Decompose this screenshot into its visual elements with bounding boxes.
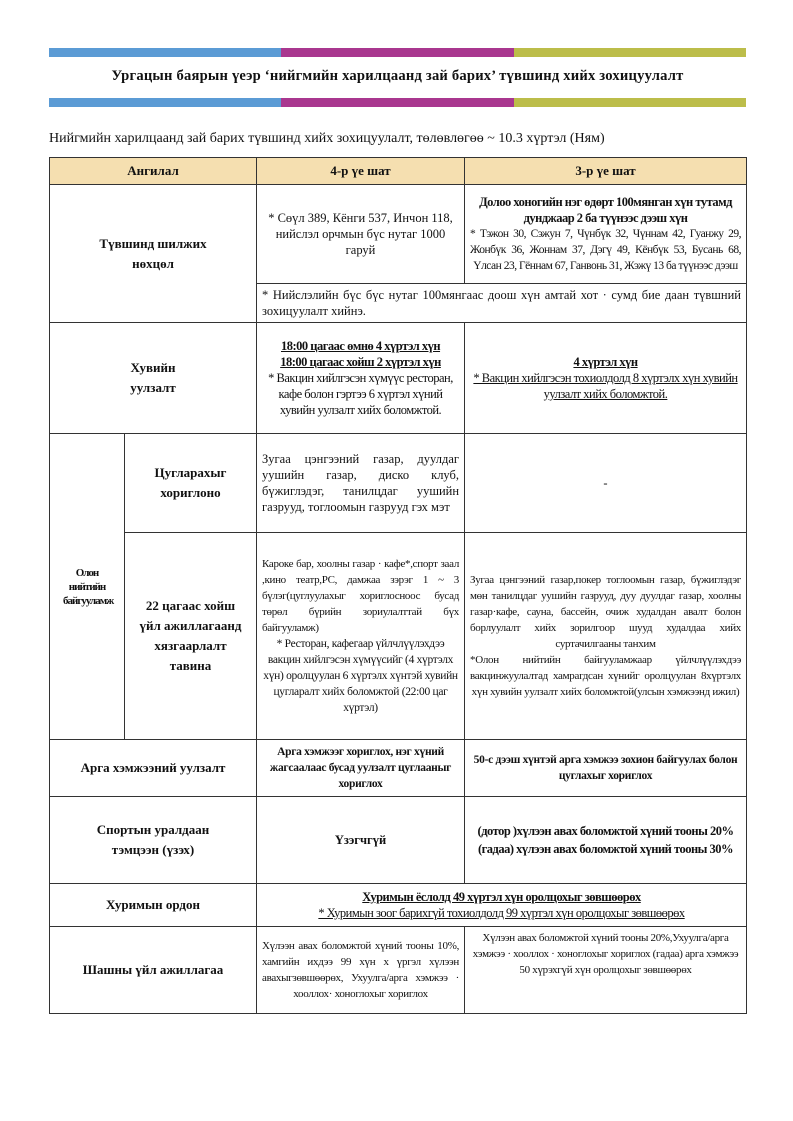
wedding-line1: Хуримын ёслолд 49 хүртэл хүн оролцохыг зөвшөөрөх [362, 890, 641, 904]
wedding-line2: * Хуримын зоог барихгүй тохиолдолд 99 хүртэл хүн оролцохыг зөвшөөрөх [318, 906, 685, 920]
gathering-stage3: - [465, 434, 747, 533]
sports-label-text: Спортын уралдаан тэмцээн (үзэх) [96, 822, 210, 857]
restriction-stage4-p2: * Ресторан, кафегаар үйлчлүүлэхдээ вакцин хийлгэсэн хүмүүсийг (4 хүртэлх хүн) оролцуулан 6 хүртэлх хүнтэй хувийн цугларалт хийх боломжтой (22:00 цаг хүртэл) [263, 638, 458, 714]
gathering-label-text: Цугларахыг хориглоно [154, 465, 227, 500]
level-shift-label-text: Түвшинд шилжих нөхцөл [99, 235, 207, 271]
facilities-label-text: Олон нийтийн байгууламж [63, 566, 114, 607]
sports-stage4: Үзэгчгүй [257, 797, 465, 884]
restriction-label [125, 533, 257, 740]
page-title: Ургацын баярын үеэр ‘нийгмийн харилцаанд зай барих’ түвшинд хийх зохицуулалт [111, 68, 684, 84]
table-row [50, 927, 747, 1014]
restriction-stage3 [465, 533, 747, 740]
table-row [50, 797, 747, 884]
header-stage4: 4-р үе шат [257, 158, 465, 185]
restriction-stage3-p1: Зугаа цэнгээний газар,покер тоглоомын газар, бүжиглэдэг мөн танилцдаг уушийн газрууд, дуу дуулдаг газар, хоолны газар·кафе, сауна, бассейн, очиж худалдан авалт болон борлуулалт хийх зорилгоор шууд худалдаа хийх суртачилгааны танхим [470, 574, 742, 650]
stripe-purple [281, 98, 513, 107]
page-subtitle: Нийгмийн харилцаанд зай барих түвшинд хийх зохицуулалт, төлөвлөгөө ~ 10.3 хүртэл (Ням) [49, 131, 605, 146]
level-shift-stage3 [465, 185, 747, 284]
regulation-table [49, 157, 747, 1014]
level-shift-stage4: * Сөүл 389, Кёнги 537, Инчон 118, нийслэл орчмын бүс нутаг 1000 гаруй [257, 185, 465, 284]
level-shift-label [50, 185, 257, 323]
table-row [50, 434, 747, 533]
table-header-row [50, 158, 747, 185]
table-row [50, 323, 747, 434]
bottom-color-stripe [49, 98, 746, 107]
protest-stage3: 50-с дээш хүнтэй арга хэмжээ зохион байгуулах болон цуглахыг хориглох [465, 740, 747, 797]
private-meeting-stage3-note: * Вакцин хийлгэсэн тохиолдолд 8 хүртэлх хүн хувийн уулзалт хийх боломжтой. [473, 371, 738, 401]
restriction-label-text: 22 цагаас хойш үйл ажиллагаанд хязгаарлалт тавина [139, 598, 242, 673]
header-stage3: 3-р үе шат [465, 158, 747, 185]
private-meeting-stage4-note: * Вакцин хийлгэсэн хүмүүс ресторан, кафе болон гэртээ 6 хүртэл хүний хувийн уулзалт хийх боломжтой. [268, 371, 453, 417]
wedding-label: Хуримын ордон [50, 884, 257, 927]
facilities-label [50, 434, 125, 740]
level-shift-stage3-list: * Тэжон 30, Сэжун 7, Чүнбүк 32, Чүннам 42, Гуанжу 29, Жонбүк 36, Жоннам 37, Дэгү 49, Кёнбүк 53, Бусань 68, Үлсан 23, Гённам 67, Ганвонь 31, Жэжү 13 ба түүнээс дээш [470, 228, 742, 272]
restriction-stage4-p1: Кароке бар, хоолны газар · кафе*,спорт заал ,кино театр,PC, дамжаа зэрэг 1 ~ 3 бүлэг(цуглуулахыг хориглосноос бусад төрөл бүрийн зориулалттай бүх байгууламж) [262, 558, 460, 634]
stripe-olive [514, 48, 746, 57]
private-meeting-label [50, 323, 257, 434]
level-shift-stage3-bold: Долоо хоногийн нэг өдөрт 100мянган хүн тутамд дунджаар 2 ба түүнээс дээш хүн [479, 195, 732, 225]
gathering-label [125, 434, 257, 533]
private-meeting-stage3 [465, 323, 747, 434]
protest-stage4: Арга хэмжээг хориглох, нэг хүний жагсаалаас бусад уулзалт цуглааныг хориглох [257, 740, 465, 797]
header-category: Ангилал [50, 158, 257, 185]
stripe-purple [281, 48, 513, 57]
restriction-stage3-p2: *Олон нийтийн байгууламжаар үйлчлүүлэхдээ вакцинжуулалтад хамрагдсан хүнийг оролцуулан 8хүртэлх хүн хувийн уулзалт хийх боломжтой(улсын хэмжээнд ижил) [470, 654, 742, 698]
private-meeting-stage4-line2: 18:00 цагаас хойш 2 хүртэл хүн [280, 355, 441, 369]
private-meeting-stage4 [257, 323, 465, 434]
wedding-content [257, 884, 747, 927]
table-row [50, 740, 747, 797]
religion-stage3: Хүлээн авах боломжтой хүний тооны 20%,Ухуулга/арга хэмжээ · хооллох · хоноглохыг хориглох (гадаа) арга хэмжээ 50 хүрэхгүй хүн оролцохыг зөвшөөрөх [465, 927, 747, 1014]
sports-label [50, 797, 257, 884]
religion-label: Шашны үйл ажиллагаа [50, 927, 257, 1014]
table-row [50, 533, 747, 740]
top-color-stripe [49, 48, 746, 57]
table-row [50, 884, 747, 927]
sports-stage3-line2: (гадаа) хүлээн авах боломжтой хүний тооны 30% [477, 842, 734, 856]
private-meeting-label-text: Хувийн уулзалт [130, 360, 176, 395]
sports-stage3 [465, 797, 747, 884]
private-meeting-stage3-line1: 4 хүртэл хүн [573, 355, 638, 369]
protest-label: Арга хэмжээний уулзалт [50, 740, 257, 797]
religion-stage4: Хүлээн авах боломжтой хүний тооны 10%, хамгийн ихдээ 99 хүн х үргэл хүлээн авахыгзөвшөөрөх, Ухуулга/арга хэмжээ · хооллох· хоноглохыг хориглох [257, 927, 465, 1014]
private-meeting-stage4-line1: 18:00 цагаас өмнө 4 хүртэл хүн [280, 339, 441, 353]
stripe-blue [49, 48, 281, 57]
level-shift-note: * Нийслэлийн бүс бүс нутаг 100мянгаас доош хүн амтай хот · сумд бие даан түвшний зохицуулалт хийнэ. [257, 284, 747, 323]
restriction-stage4 [257, 533, 465, 740]
table-row [50, 185, 747, 284]
stripe-blue [49, 98, 281, 107]
gathering-stage4: Зугаа цэнгээний газар, дуулдаг уушийн газар, диско клуб, бүжиглэдэг, танилцдаг уушийн газрууд, тоглоомын газрууд гэх мэт [257, 434, 465, 533]
sports-stage3-line1: (дотор )хүлээн авах боломжтой хүний тооны 20% [477, 824, 734, 838]
stripe-olive [514, 98, 746, 107]
